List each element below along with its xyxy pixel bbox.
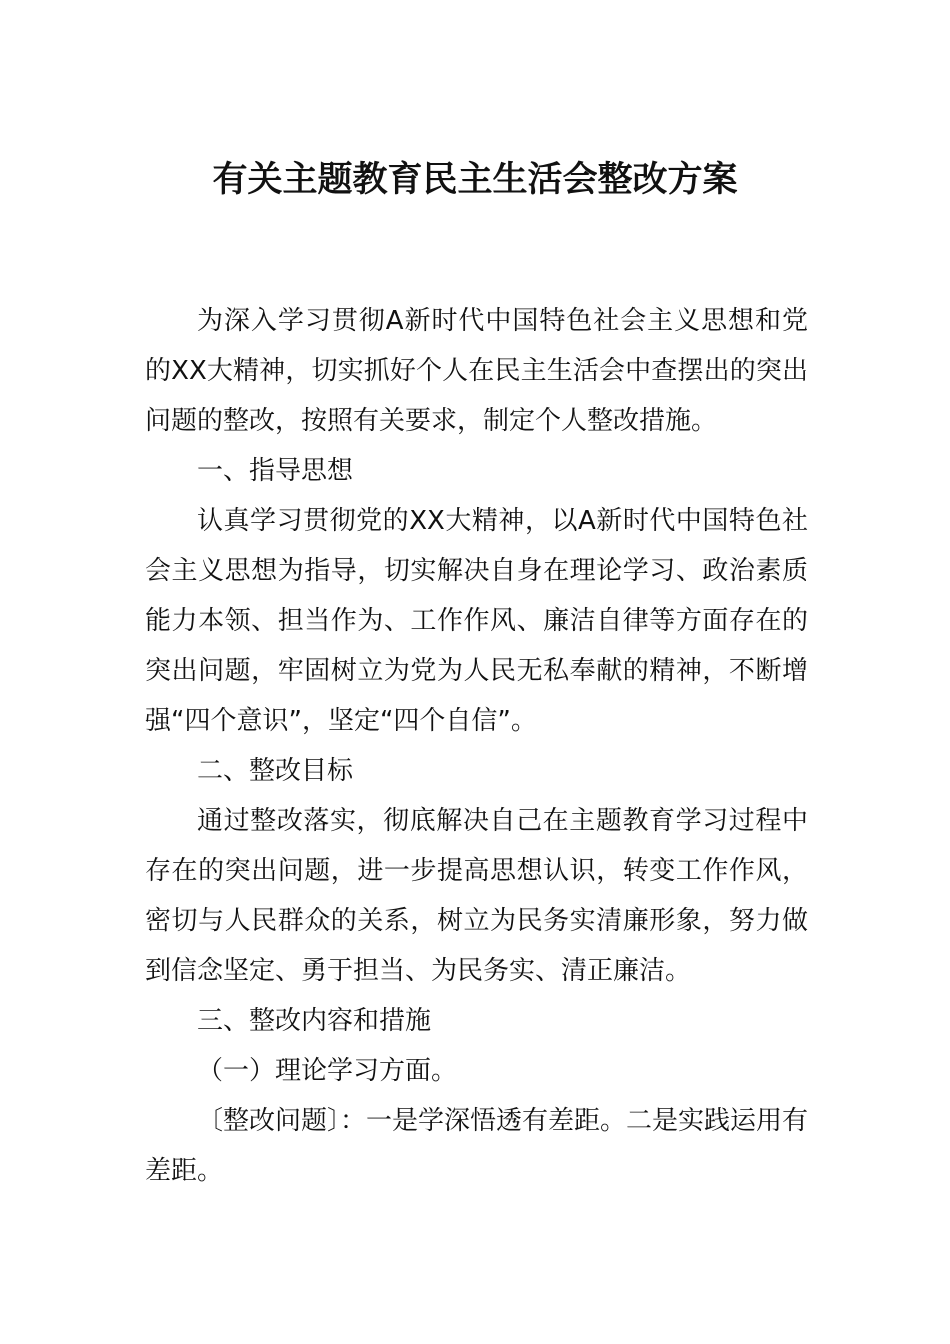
subsection-heading-theory-study: （一）理论学习方面。 (197, 1056, 458, 1086)
rectification-goals-paragraph: 通过整改落实，彻底解决自己在主题教育学习过程中存在的突出问题，进一步提高思想认识，转变工作作风，密切与人民群众的关系，树立为民务实清廉形象，努力做到信念坚定、勇于担当、为民务实、清正廉洁。 (145, 806, 808, 986)
section-heading-guiding-thought: 一、指导思想 (197, 456, 354, 486)
document-title: 有关主题教育民主生活会整改方案 (212, 160, 738, 200)
guiding-thought-paragraph: 认真学习贯彻党的XX大精神，以A新时代中国特色社会主义思想为指导，切实解决自身在理论学习、政治素质能力本领、担当作为、工作作风、廉洁自律等方面存在的突出问题，牢固树立为党为人民无私奉献的精神，不断增强“四个意识”，坚定“四个自信”。 (145, 506, 808, 736)
section-heading-rectification-goals: 二、整改目标 (197, 756, 354, 786)
intro-paragraph: 为深入学习贯彻A新时代中国特色社会主义思想和党的XX大精神，切实抓好个人在民主生活会中查摆出的突出问题的整改，按照有关要求，制定个人整改措施。 (145, 306, 808, 436)
section-heading-content-measures: 三、整改内容和措施 (197, 1006, 432, 1036)
rectification-issues-paragraph: 〔整改问题〕：一是学深悟透有差距。二是实践运用有差距。 (145, 1106, 809, 1186)
document-body (145, 296, 808, 1196)
